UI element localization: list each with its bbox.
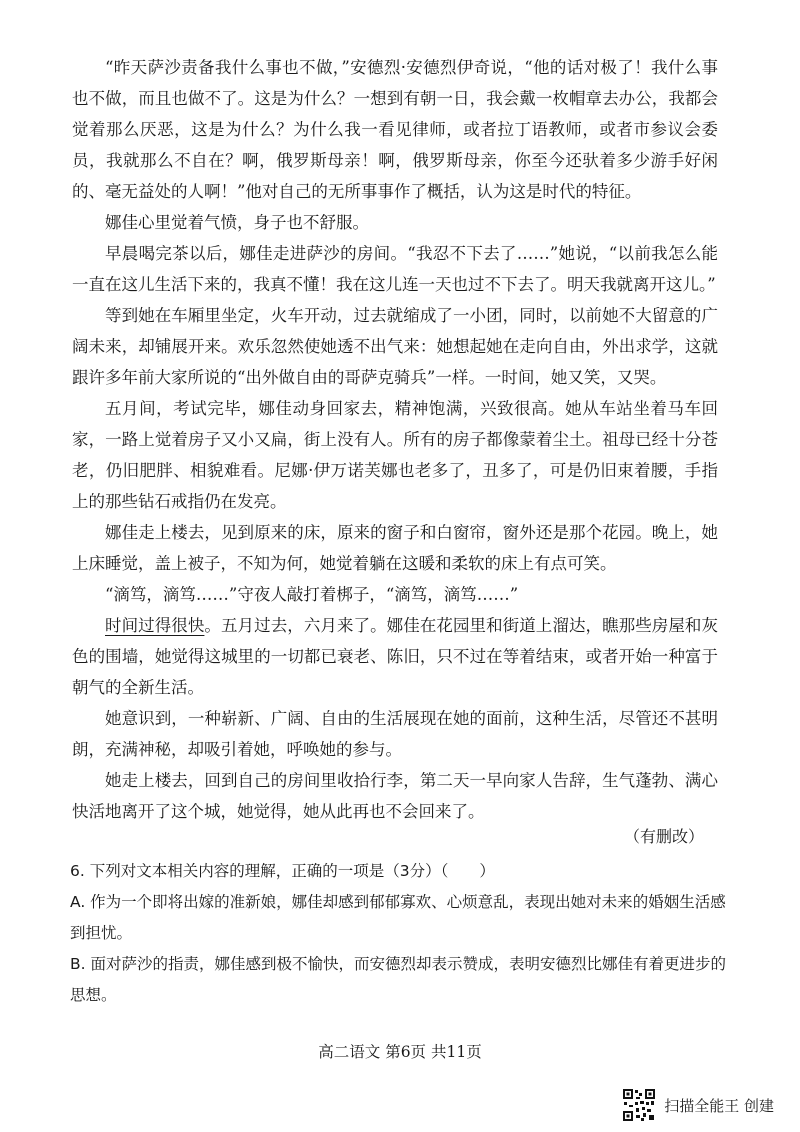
watermark-text: 扫描全能王 创建 (664, 1096, 774, 1115)
paragraph-9: 她意识到，一种崭新、广阔、自由的生活展现在她的面前，这种生活，尽管还不甚明朗，充满神秘，却吸引着她，呼唤她的参与。 (72, 709, 718, 759)
paragraph-6: 娜佳走上楼去，见到原来的床，原来的窗子和白窗帘，窗外还是那个花园。晚上，她上床睡觉，盖上被子，不知为何，她觉着躺在这暖和柔软的床上有点可笑。 (72, 523, 718, 573)
source-note: （有删改） (623, 827, 704, 846)
paragraph-5: 五月间，考试完毕，娜佳动身回家去，精神饱满，兴致很高。她从车站坐着马车回家，一路上觉着房子又小又扁，街上没有人。所有的房子都像蒙着尘土。祖母已经十分苍老，仍旧肥胖、相貌难看。尼娜·伊万诺芙娜也老多了，丑多了，可是仍旧束着腰，手指上的那些钻石戒指仍在发亮。 (72, 399, 718, 511)
paragraph-2: 娜佳心里觉着气愤，身子也不舒服。 (105, 213, 369, 232)
paragraph-7: “滴笃，滴笃……”守夜人敲打着梆子，“滴笃，滴笃……” (105, 585, 519, 604)
option-b: B. 面对萨沙的指责，娜佳感到极不愉快，而安德烈却表示赞成，表明安德烈比娜佳有着更进步的思想。 (70, 955, 726, 1004)
paragraph-1: “昨天萨沙责备我什么事也不做，”安德烈·安德烈伊奇说，“他的话对极了！我什么事也不做，而且也做不了。这是为什么？一想到有朝一日，我会戴一枚帽章去办公，我都会觉着那么厌恶，这是为什么？为什么我一看见律师，或者拉丁语教师，或者市参议会委员，我就那么不自在？啊，俄罗斯母亲！啊，俄罗斯母亲，你至今还驮着多少游手好闲的、毫无益处的人啊！”他对自己的无所事事作了概括，认为这是时代的特征。 (72, 58, 718, 201)
paragraph-8-text: 。五月过去，六月来了。娜佳在花园里和街道上溜达，瞧那些房屋和灰色的围墙，她觉得这城里的一切都已衰老、陈旧，只不过在等着结束，或者开始一种富于朝气的全新生活。 (72, 616, 719, 697)
option-a: A. 作为一个即将出嫁的准新娘，娜佳却感到郁郁寡欢、心烦意乱，表现出她对未来的婚姻生活感到担忧。 (70, 893, 726, 942)
paragraph-10: 她走上楼去，回到自己的房间里收拾行李，第二天一早向家人告辞，生气蓬勃、满心快活地离开了这个城，她觉得，她从此再也不会回来了。 (72, 771, 718, 821)
paragraph-3: 早晨喝完茶以后，娜佳走进萨沙的房间。“我忍不下去了……”她说，“以前我怎么能一直在这儿生活下来的，我真不懂！我在这儿连一天也过不下去了。明天我就离开这儿。” (72, 244, 718, 294)
paragraph-4: 等到她在车厢里坐定，火车开动，过去就缩成了一小团，同时，以前她不大留意的广阔未来，却铺展开来。欢乐忽然使她透不出气来：她想起她在走向自由，外出求学，这就跟许多年前大家所说的“出外做自由的哥萨克骑兵”一样。一时间，她又笑，又哭。 (72, 306, 718, 387)
page-footer: 高二语文 第6页 共11页 (318, 1043, 482, 1061)
paragraph-8 (72, 610, 718, 703)
qr-code-icon (622, 1088, 656, 1122)
scanner-watermark (622, 1088, 774, 1122)
question-stem: 6. 下列对文本相关内容的理解，正确的一项是（3分）（ ） (70, 862, 495, 880)
underlined-phrase: 时间过得很快 (105, 616, 205, 635)
